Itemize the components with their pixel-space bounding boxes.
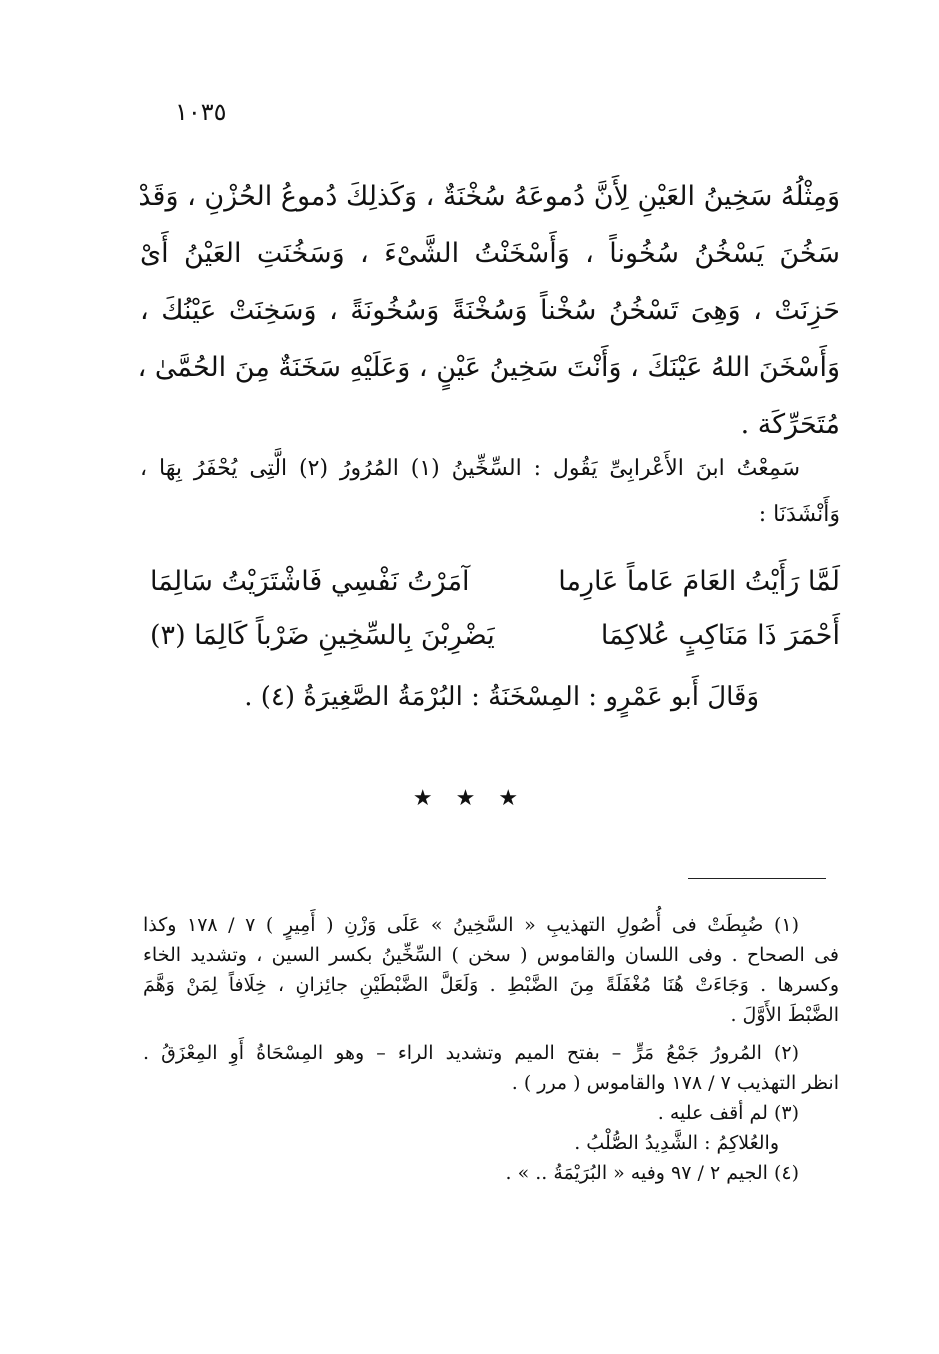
intro-paragraph xyxy=(140,446,840,538)
main-line: حَزِنَتْ ، وَهِىَ تَسْخُنُ سُخْناً وَسُخْنَةً وَسُخُونَةً ، وَسَخِنَتْ عَيْنُكَ ، xyxy=(140,295,840,326)
footnote-line: (١) ضُبِطَتْ فى أُصُولِ التهذيبِ « السَّخِينُ » عَلَى وَزْنِ ( أَمِيرٍ ) ٧ / ١٧٨ وكذا xyxy=(143,914,799,936)
footnote-line: (٢) المُرورُ جَمْعُ مَرٍّ – بفتح الميم وتشديد الراء – وهو المِسْحَاةُ أَوِ المِعْزَقُ . xyxy=(143,1042,799,1064)
page-number: ١٠٣٥ xyxy=(175,98,227,126)
footnote-line: فى الصحاح . وفى اللسان والقاموس ( سخن ) السِّخِّينُ بكسر السين ، وتشديد الخاء xyxy=(143,944,839,966)
verse-first-hemistich: لَمَّا رَأَيْتُ العَامَ عَاماً عَارِما xyxy=(558,566,840,597)
main-line: سَخُنَ يَسْخُنُ سُخُوناً ، وَأَسْخَنْتُ الشَّىْءَ ، وَسَخُنَتِ العَيْنُ أَىْ xyxy=(140,238,840,269)
footnote-line: الضَّبْطَ الأَوَّلَ . xyxy=(730,1004,839,1026)
footnote-line: وكسرها . وَجَاءَتْ هُنَا مُغْفَلَةً مِنَ الضَّبْطِ . وَلَعَلَّ الضَّبْطَيْنِ جائِزانِ ، خِلَافاً لِمَنْ وَهَّمَ xyxy=(143,974,839,996)
main-line: وَأَسْخَنَ اللهُ عَيْنَكَ ، وَأَنْتَ سَخِينُ عَيْنٍ ، وَعَلَيْهِ سَخَنَةٌ مِنَ الحُمَّىٰ ، xyxy=(137,352,840,383)
verse-second-hemistich: آمَرْتُ نَفْسِي فَاشْتَرَيْتُ سَالِمَا xyxy=(150,566,470,597)
footnote-line: انظر التهذيب ٧ / ١٧٨ والقاموس ( مرر ) . xyxy=(511,1072,839,1094)
quote-line: وَقَالَ أَبو عَمْرٍو : المِسْخَنَةُ : البُرْمَةُ الصَّغِيرَةُ (٤) . xyxy=(244,682,759,712)
section-separator: ★ ★ ★ xyxy=(412,786,527,811)
verse-second-hemistich: يَضْرِبْنَ بِالسِّخِينِ ضَرْباً كَالِمَا (٣) xyxy=(150,620,495,651)
footnote-line: والعُلاكِمُ : الشَّدِيدُ الصُّلْبُ . xyxy=(574,1132,779,1154)
main-paragraph xyxy=(137,168,840,453)
main-line: مُتَحَرِّكَة . xyxy=(740,409,840,440)
footnote-line: (٣) لم أقف عليه . xyxy=(657,1102,799,1124)
intro-line: سَمِعْتُ ابنَ الأَعْرابِىِّ يَقُول : السِّخِّينُ (١) المُرُورُ (٢) الَّتِى يُحْفَرُ بِهَا ، xyxy=(140,456,801,481)
footnote-line: (٤) الجيم ٢ / ٩٧ وفيه « البُرَيْمَةُ .. » . xyxy=(505,1162,799,1184)
footnote-rule xyxy=(688,878,826,879)
verse-first-hemistich: أَحْمَرَ ذَا مَنَاكِبٍ عُلاكِمَا xyxy=(600,620,840,651)
main-line: وَمِثْلُهُ سَخِينُ العَيْنِ لِأَنَّ دُموعَهُ سُخْنَةٌ ، وَكَذلِكَ دُموعُ الحُزْنِ ، وَقَدْ xyxy=(138,181,840,212)
footnotes xyxy=(143,910,839,1188)
verse-line xyxy=(150,620,840,670)
intro-line: وَأَنْشَدَنَا : xyxy=(758,502,840,527)
verse-line xyxy=(150,566,840,616)
